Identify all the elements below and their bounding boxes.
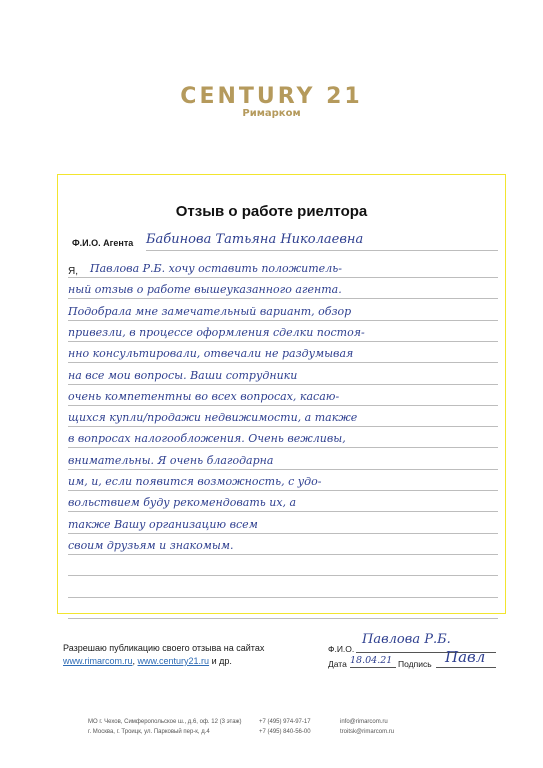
review-rule-line — [68, 469, 498, 470]
review-text-line: вольствием буду рекомендовать их, а — [68, 496, 297, 510]
review-rule-line — [68, 490, 498, 491]
review-rule-line — [68, 511, 498, 512]
review-rule-line — [68, 575, 498, 576]
review-rule-line — [68, 618, 498, 619]
footer-address-1: МО г. Чехов, Симферопольское ш., д.6, оф. 12 (3 этаж) — [88, 719, 242, 725]
review-rule-line — [68, 298, 498, 299]
footer-address-2: г. Москва, г. Троицк, ул. Парковый пер-к, д.4 — [88, 729, 210, 735]
review-text-line: привезли, в процессе оформления сделки постоя- — [68, 325, 365, 339]
review-rule-line — [68, 277, 498, 278]
brand-logo: CENTURY 21 — [180, 84, 363, 109]
review-rule-line — [68, 320, 498, 321]
signature-fio-value: Павлова Р.Б. — [362, 632, 451, 647]
review-rule-line — [68, 341, 498, 342]
footer-email-1[interactable]: info@rimarcom.ru — [340, 719, 388, 725]
review-rule-line — [68, 533, 498, 534]
review-text-line: на все мои вопросы. Ваши сотрудники — [68, 368, 298, 382]
review-text-line: щихся купли/продажи недвижимости, а также — [68, 411, 358, 425]
footer-emails — [340, 717, 394, 737]
review-rule-line — [68, 554, 498, 555]
signature-fio-label: Ф.И.О. — [328, 644, 355, 654]
footer-phone-1: +7 (495) 974-97-17 — [259, 719, 311, 725]
review-rule-line — [68, 405, 498, 406]
consent-suffix: и др. — [209, 656, 232, 666]
review-text-line: своим друзьям и знакомым. — [68, 538, 234, 552]
agent-fio-value: Бабинова Татьяна Николаевна — [146, 232, 364, 247]
link-rimarcom[interactable]: www.rimarcom.ru — [63, 656, 133, 666]
footer-email-2[interactable]: troitsk@rimarcom.ru — [340, 729, 395, 735]
publication-consent — [63, 642, 264, 668]
footer-addresses — [88, 717, 242, 737]
ya-label: Я, — [68, 266, 78, 277]
review-rule-line — [68, 426, 498, 427]
review-text-line: очень компетентны во всех вопросах, касаю- — [68, 389, 340, 403]
review-text-line: Подобрала мне замечательный вариант, обзор — [68, 304, 352, 318]
review-rule-line — [68, 384, 498, 385]
review-text-line: ный отзыв о работе вышеуказанного агента. — [68, 283, 342, 297]
review-rule-line — [68, 362, 498, 363]
form-title: Отзыв о работе риелтора — [175, 203, 368, 220]
footer-phone-2: +7 (495) 840-56-00 — [259, 729, 311, 735]
sign-label: Подпись — [398, 659, 432, 669]
brand-subtitle: Римарком — [242, 108, 301, 119]
date-line — [350, 667, 396, 668]
review-text-line: нно консультировали, отвечали не раздумывая — [68, 347, 354, 361]
consent-sep: , — [132, 656, 138, 666]
agent-fio-label: Ф.И.О. Агента — [72, 238, 134, 248]
footer-phones — [259, 717, 311, 737]
date-label: Дата — [328, 659, 347, 669]
agent-fio-line — [146, 250, 498, 251]
date-value: 18.04.21 — [350, 655, 393, 666]
review-text-line: им, и, если появится возможность, с удо- — [68, 475, 322, 488]
handwritten-signature: Павл — [445, 648, 486, 666]
review-text-line: также Вашу организацию всем — [68, 517, 258, 531]
review-text-line: внимательны. Я очень благодарна — [68, 453, 274, 467]
review-text-line: в вопросах налогообложения. Очень вежливы, — [68, 432, 346, 446]
sign-line — [436, 667, 496, 668]
review-rule-line — [68, 597, 498, 598]
review-text-line: Павлова Р.Б. хочу оставить положитель- — [90, 262, 342, 275]
link-century21[interactable]: www.century21.ru — [137, 656, 210, 666]
review-rule-line — [68, 447, 498, 448]
consent-text: Разрешаю публикацию своего отзыва на сайтах — [63, 643, 265, 653]
